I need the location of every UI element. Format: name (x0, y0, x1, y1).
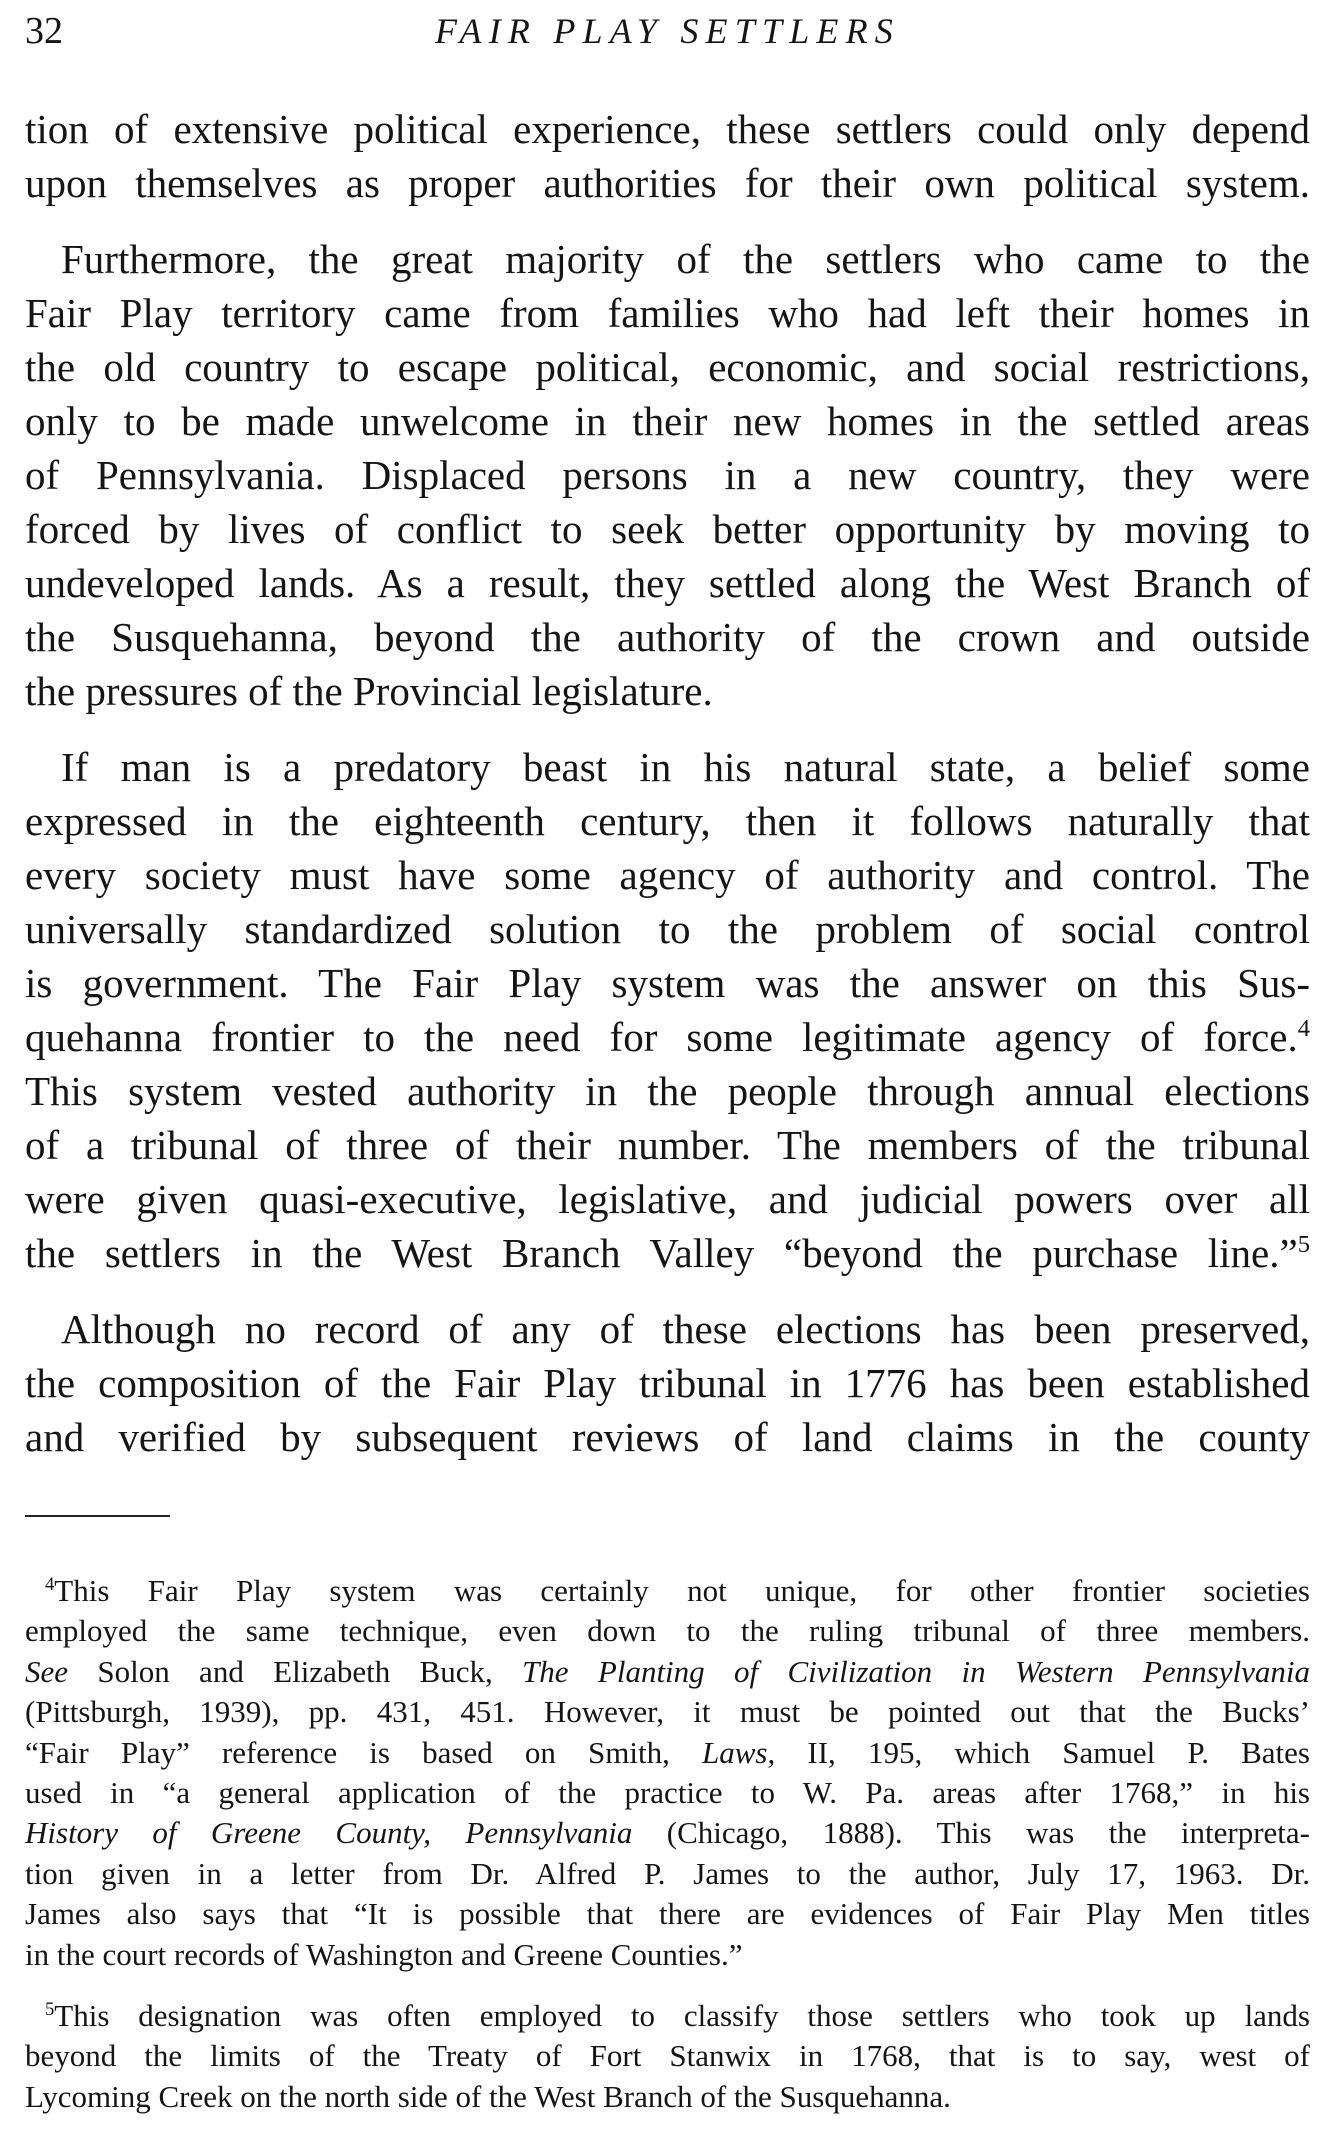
running-title: FAIR PLAY SETTLERS (435, 11, 900, 51)
text-line: This system vested authority in the people through annual elections (25, 1068, 1310, 1114)
italic-text: See (25, 1653, 69, 1689)
text-segment: quehanna frontier to the need for some legitimate agency of force. (25, 1014, 1298, 1060)
footnote (25, 1571, 1310, 1975)
text-line: forced by lives of conflict to seek better opportunity by moving to (25, 506, 1310, 552)
text-line: Furthermore, the great majority of the settlers who came to the (61, 236, 1310, 282)
text-line: expressed in the eighteenth century, then it follows naturally that (25, 798, 1310, 844)
footnote-number: 5 (45, 1998, 55, 2020)
body-paragraph (25, 232, 1310, 718)
text-segment: the settlers in the West Branch Valley “beyond the purchase line.” (25, 1230, 1298, 1276)
text-line: universally standardized solution to the problem of social control (25, 906, 1310, 952)
text-line: were given quasi-executive, legislative, and judicial powers over all (25, 1176, 1310, 1222)
text-segment: (Chicago, 1888). This was the interpreta- (632, 1815, 1310, 1851)
text-line: only to be made unwelcome in their new homes in the settled areas (25, 398, 1310, 444)
footnote-reference: 5 (1297, 1231, 1310, 1259)
text-line: of a tribunal of three of their number. The members of the tribunal (25, 1122, 1310, 1168)
text-line: upon themselves as proper authorities for their own political system. (25, 160, 1310, 206)
text-line: the composition of the Fair Play tribunal in 1776 has been established (25, 1360, 1310, 1406)
text-line: If man is a predatory beast in his natural state, a belief some (61, 744, 1310, 790)
text-line (25, 1652, 1310, 1692)
footnote-reference: 4 (1297, 1015, 1310, 1043)
citation-title: History of Greene County, Pennsylvania (25, 1815, 633, 1851)
page-number: 32 (25, 10, 63, 52)
text-line: James also says that “It is possible that there are evidences of Fair Play Men titles (25, 1896, 1310, 1932)
body-paragraph (25, 1302, 1310, 1464)
text-segment: Solon and Elizabeth Buck, (68, 1653, 523, 1689)
footnote-number: 4 (45, 1573, 55, 1595)
footnote (25, 1996, 1310, 2117)
text-line: is government. The Fair Play system was the answer on this Sus- (25, 960, 1310, 1006)
body-paragraph (25, 740, 1310, 1280)
text-line: used in “a general application of the practice to W. Pa. areas after 1768,” in his (25, 1774, 1310, 1810)
text-line (25, 1571, 1310, 1611)
running-head (25, 8, 1310, 54)
text-segment: II, 195, which Samuel P. Bates (775, 1734, 1310, 1770)
text-line: and verified by subsequent reviews of land claims in the county (25, 1414, 1310, 1460)
text-line: the pressures of the Provincial legislature. (25, 668, 713, 714)
text-segment: This designation was often employed to classify those settlers who took up lands (54, 1997, 1310, 2033)
text-line (25, 1010, 1310, 1064)
text-line: Although no record of any of these elections has been preserved, (61, 1306, 1310, 1352)
text-line (25, 1996, 1310, 2036)
footnote-rule (25, 1515, 170, 1517)
text-line: every society must have some agency of authority and control. The (25, 852, 1310, 898)
text-line (25, 1226, 1310, 1280)
text-line: tion of extensive political experience, these settlers could only depend (25, 106, 1310, 152)
text-line: tion given in a letter from Dr. Alfred P. James to the author, July 17, 1963. Dr. (25, 1855, 1310, 1891)
text-line: the old country to escape political, economic, and social restrictions, (25, 344, 1310, 390)
text-line: undeveloped lands. As a result, they settled along the West Branch of (25, 560, 1310, 606)
text-line (25, 1813, 1310, 1853)
text-line: in the court records of Washington and Greene Counties.” (25, 1936, 743, 1972)
body-paragraph (25, 102, 1310, 210)
text-line: Lycoming Creek on the north side of the West Branch of the Susquehanna. (25, 2078, 951, 2114)
text-line: Fair Play territory came from families who had left their homes in (25, 290, 1310, 336)
text-line: (Pittsburgh, 1939), pp. 431, 451. However, it must be pointed out that the Bucks’ (25, 1694, 1310, 1730)
citation-title: Laws, (702, 1734, 776, 1770)
footnotes (25, 1571, 1310, 2117)
text-line: employed the same technique, even down to the ruling tribunal of three members. (25, 1613, 1310, 1649)
body-text (25, 102, 1310, 1464)
text-segment: This Fair Play system was certainly not unique, for other frontier societies (54, 1573, 1310, 1608)
text-segment: “Fair Play” reference is based on Smith, (25, 1734, 703, 1770)
citation-title: The Planting of Civilization in Western Pennsylvania (522, 1653, 1310, 1689)
text-line (25, 1733, 1310, 1773)
text-line: the Susquehanna, beyond the authority of the crown and outside (25, 614, 1310, 660)
text-line: beyond the limits of the Treaty of Fort Stanwix in 1768, that is to say, west of (25, 2038, 1310, 2074)
text-line: of Pennsylvania. Displaced persons in a new country, they were (25, 452, 1310, 498)
